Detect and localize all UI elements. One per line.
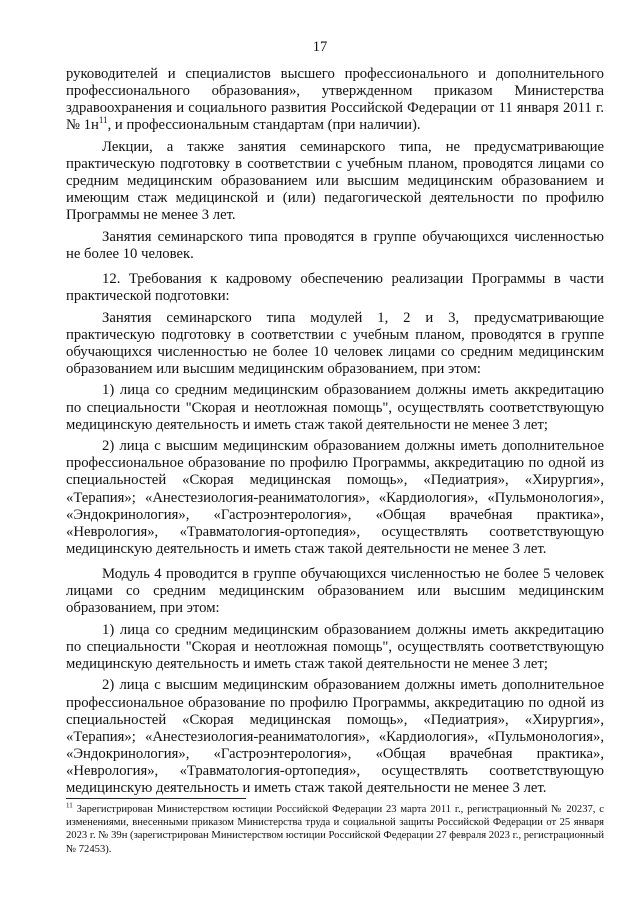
paragraph-8: Модуль 4 проводится в группе обучающихся численностью не более 5 человек лицами со средним медицинским образованием или высшим медицинским образованием, при этом: bbox=[66, 566, 604, 617]
paragraph-2: Лекции, а также занятия семинарского типа, не предусматривающие практическую подготовку в соответствии с учебным планом, проводятся лицами со средним медицинским образованием или высшим медицинским образованием и имеющим стаж медицинской и (или) педагогической деятельности по профилю Программы не менее 3 лет. bbox=[66, 138, 604, 224]
paragraph-7: 2) лица с высшим медицинским образованием должны иметь дополнительное профессиональное образование по профилю Программы, аккредитацию по одной из специальностей «Скорая медицинская помощь», «Педиатрия», «Хирургия», «Терапия»; «Анестезиология-реаниматология», «Кардиология», «Пульмонология», «Эндокринология», «Гастроэнтерология», «Общая врачебная практика», «Неврология», «Травматология-ортопедия», осуществлять соответствующую медицинскую деятельность и иметь стаж такой деятельности не менее 3 лет. bbox=[66, 438, 604, 557]
footnote bbox=[66, 803, 604, 856]
paragraph-6: 1) лица со средним медицинским образованием должны иметь аккредитацию по специальности "Скорая и неотложная помощь", осуществлять соответствующую медицинскую деятельность и иметь стаж такой деятельности не менее 3 лет; bbox=[66, 382, 604, 433]
paragraph-1: руководителей и специалистов высшего профессионального и дополнительного профессионального образования», утвержденном приказом Министерства здравоохранения и социального развития Российской Федерации от 11 января 2011 г. № $1н^{11}$, и профессиональным стандартам (при наличии). bbox=[66, 66, 604, 134]
paragraph-3: Занятия семинарского типа проводятся в группе обучающихся численностью не более 10 человек. bbox=[66, 228, 604, 262]
footnote-reference: 11 bbox=[98, 115, 108, 126]
page-number: 17 bbox=[312, 39, 328, 55]
footnote-text: Зарегистрирован Министерством юстиции Российской Федерации 23 марта 2011 г., регистрационный № 20237, с изменениями, внесенными приказом Министерства труда и социальной защиты Российской Федерации от 25 января 2023 г. № 39н (зарегистрирован Министерством юстиции Российской Федерации 27 февраля 2023 г., регистрационный № 72453). bbox=[66, 804, 604, 855]
paragraph-4-section-12: 12. Требования к кадровому обеспечению реализации Программы в части практической подготовки: bbox=[66, 271, 604, 305]
paragraph-9: 1) лица со средним медицинским образованием должны иметь аккредитацию по специальности "Скорая и неотложная помощь", осуществлять соответствующую медицинскую деятельность и иметь стаж такой деятельности не менее 3 лет; bbox=[66, 621, 604, 673]
footnote-marker: 11 bbox=[66, 801, 73, 810]
paragraph-10: 2) лица с высшим медицинским образованием должны иметь дополнительное профессиональное образование по профилю Программы, аккредитацию по одной из специальностей «Скорая медицинская помощь», «Педиатрия», «Хирургия», «Терапия»; «Анестезиология-реаниматология», «Кардиология», «Пульмонология», «Эндокринология», «Гастроэнтерология», «Общая врачебная практика», «Неврология», «Травматология-ортопедия», осуществлять соответствующую медицинскую деятельность и иметь стаж такой деятельности не менее 3 лет. bbox=[66, 677, 604, 797]
paragraph-5: Занятия семинарского типа модулей 1, 2 и 3, предусматривающие практическую подготовку в соответствии с учебным планом, проводятся в группе обучающихся численностью не более 10 человек лицами со средним медицинским образованием или высшим медицинским образованием, при этом: bbox=[66, 309, 604, 378]
document-body bbox=[66, 66, 604, 802]
footnote-divider bbox=[66, 798, 246, 799]
